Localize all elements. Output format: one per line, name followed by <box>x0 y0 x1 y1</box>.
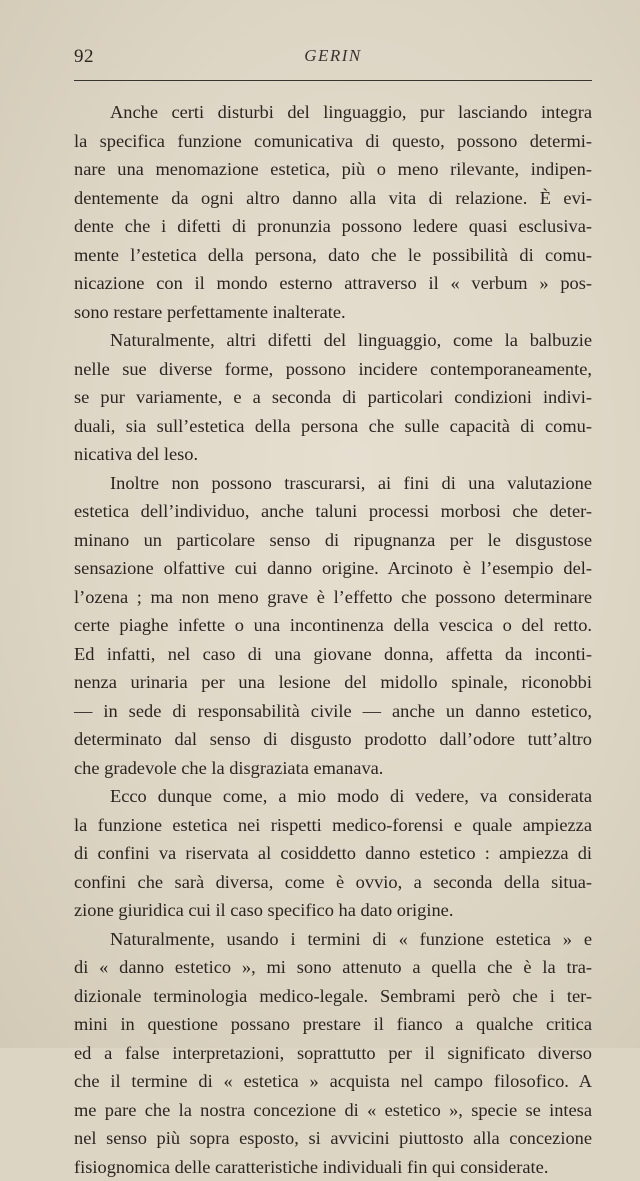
page-header <box>74 44 592 78</box>
text-line: determinato dal senso di disgusto prodotto dall’odore tutt’altro <box>74 725 592 754</box>
text-line: dente che i difetti di pronunzia possono ledere quasi esclusiva- <box>74 212 592 241</box>
text-line: nel senso più sopra esposto, si avvicini piuttosto alla concezione <box>74 1124 592 1153</box>
running-head: GERIN <box>74 46 592 66</box>
text-line: l’ozena ; ma non meno grave è l’effetto che possono determinare <box>74 583 592 612</box>
text-line: certe piaghe infette o una incontinenza della vescica o del retto. <box>74 611 592 640</box>
paragraph <box>74 469 592 783</box>
text-line: sensazione olfattive cui danno origine. Arcinoto è l’esempio del- <box>74 554 592 583</box>
paragraph <box>74 326 592 469</box>
header-rule <box>74 80 592 81</box>
text-line: Naturalmente, usando i termini di « funzione estetica » e <box>74 925 592 954</box>
paragraph <box>74 782 592 925</box>
text-line: sono restare perfettamente inalterate. <box>74 298 592 327</box>
text-line: me pare che la nostra concezione di « estetico », specie se intesa <box>74 1096 592 1125</box>
text-line: zione giuridica cui il caso specifico ha dato origine. <box>74 896 592 925</box>
text-line: se pur variamente, e a seconda di particolari condizioni indivi- <box>74 383 592 412</box>
text-line: mente l’estetica della persona, dato che le possibilità di comu- <box>74 241 592 270</box>
text-line: fisiognomica delle caratteristiche individuali fin qui considerate. <box>74 1153 592 1181</box>
text-line: duali, sia sull’estetica della persona che sulle capacità di comu- <box>74 412 592 441</box>
text-line: Ecco dunque come, a mio modo di vedere, va considerata <box>74 782 592 811</box>
text-line: Naturalmente, altri difetti del linguaggio, come la balbuzie <box>74 326 592 355</box>
text-line: nare una menomazione estetica, più o meno rilevante, indipen- <box>74 155 592 184</box>
text-line: nelle sue diverse forme, possono incidere contemporaneamente, <box>74 355 592 384</box>
text-line: minano un particolare senso di ripugnanza per le disgustose <box>74 526 592 555</box>
text-line: nicativa del leso. <box>74 440 592 469</box>
body-text <box>74 98 592 1181</box>
text-line: estetica dell’individuo, anche taluni processi morbosi che deter- <box>74 497 592 526</box>
text-line: dentemente da ogni altro danno alla vita di relazione. È evi- <box>74 184 592 213</box>
text-line: che gradevole che la disgraziata emanava. <box>74 754 592 783</box>
text-line: dizionale terminologia medico-legale. Sembrami però che i ter- <box>74 982 592 1011</box>
text-line: — in sede di responsabilità civile — anche un danno estetico, <box>74 697 592 726</box>
text-line: che il termine di « estetica » acquista nel campo filosofico. A <box>74 1067 592 1096</box>
text-line: ed a false interpretazioni, soprattutto per il significato diverso <box>74 1039 592 1068</box>
text-line: di confini va riservata al cosiddetto danno estetico : ampiezza di <box>74 839 592 868</box>
text-line: la specifica funzione comunicativa di questo, possono determi- <box>74 127 592 156</box>
text-line: Ed infatti, nel caso di una giovane donna, affetta da inconti- <box>74 640 592 669</box>
paragraph <box>74 98 592 326</box>
paragraph <box>74 925 592 1181</box>
text-line: nenza urinaria per una lesione del midollo spinale, riconobbi <box>74 668 592 697</box>
text-line: la funzione estetica nei rispetti medico-forensi e quale ampiezza <box>74 811 592 840</box>
text-line: Anche certi disturbi del linguaggio, pur lasciando integra <box>74 98 592 127</box>
text-line: di « danno estetico », mi sono attenuto a quella che è la tra- <box>74 953 592 982</box>
text-line: confini che sarà diversa, come è ovvio, a seconda della situa- <box>74 868 592 897</box>
text-line: nicazione con il mondo esterno attraverso il « verbum » pos- <box>74 269 592 298</box>
text-line: Inoltre non possono trascurarsi, ai fini di una valutazione <box>74 469 592 498</box>
page-number: 92 <box>74 46 94 68</box>
text-line: mini in questione possano prestare il fianco a qualche critica <box>74 1010 592 1039</box>
